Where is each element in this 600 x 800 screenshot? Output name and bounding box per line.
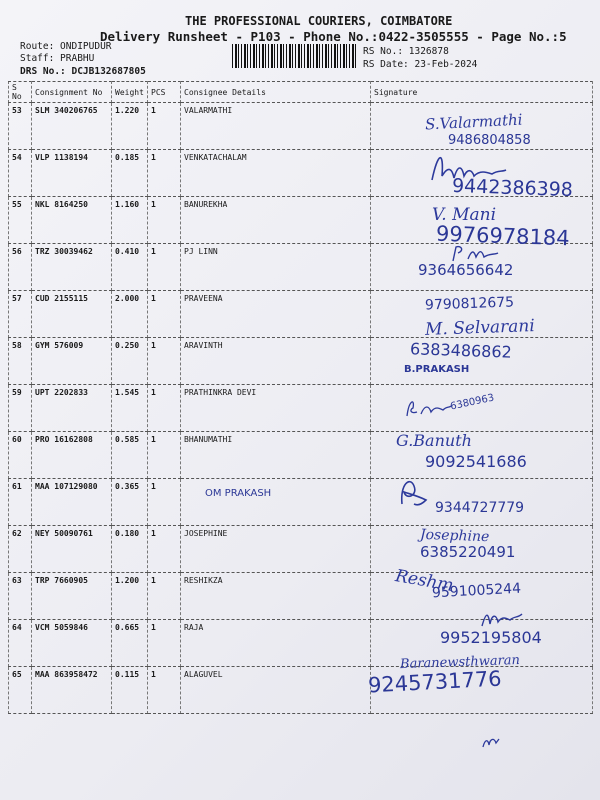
col-signature: Signature bbox=[371, 82, 593, 103]
row-pcs: 1 bbox=[148, 338, 181, 385]
table-row bbox=[9, 667, 593, 714]
row-pcs: 1 bbox=[148, 103, 181, 150]
row-consignment: TRP 7660905 bbox=[32, 573, 112, 620]
row-weight: 0.250 bbox=[112, 338, 148, 385]
sheet-title: THE PROFESSIONAL COURIERS, COIMBATORE bbox=[185, 14, 453, 28]
row-weight: 0.180 bbox=[112, 526, 148, 573]
drs-number: DRS No.: DCJB132687805 bbox=[20, 66, 146, 77]
row-weight: 0.185 bbox=[112, 150, 148, 197]
row-consignee: BANUREKHA bbox=[181, 197, 371, 244]
row-pcs: 1 bbox=[148, 197, 181, 244]
col-sno: S No bbox=[9, 82, 32, 103]
barcode bbox=[232, 44, 356, 68]
row-pcs: 1 bbox=[148, 150, 181, 197]
signature-s53-phone: 9486804858 bbox=[448, 133, 531, 148]
row-weight: 1.220 bbox=[112, 103, 148, 150]
signature-s57-phone: 9790812675 bbox=[424, 294, 515, 314]
row-sno: 57 bbox=[9, 291, 32, 338]
signature-s62-phone: 6385220491 bbox=[420, 543, 516, 561]
row-sno: 62 bbox=[9, 526, 32, 573]
row-consignment: UPT 2202833 bbox=[32, 385, 112, 432]
row-pcs: 1 bbox=[148, 526, 181, 573]
row-sno: 53 bbox=[9, 103, 32, 150]
signature-s63-phone: 9591005244 bbox=[431, 580, 522, 602]
row-sno: 59 bbox=[9, 385, 32, 432]
row-consignment: VCM 5059846 bbox=[32, 620, 112, 667]
row-consignment: SLM 340206765 bbox=[32, 103, 112, 150]
row-consignee: RAJA bbox=[181, 620, 371, 667]
row-consignee: VENKATACHALAM bbox=[181, 150, 371, 197]
row-weight: 1.160 bbox=[112, 197, 148, 244]
row-pcs: 1 bbox=[148, 432, 181, 479]
row-consignee: PRATHINKRA DEVI bbox=[181, 385, 371, 432]
signature-s55-phone: 9976978184 bbox=[435, 221, 570, 251]
row-consignment: MAA 863958472 bbox=[32, 667, 112, 714]
row-weight: 0.585 bbox=[112, 432, 148, 479]
signature-s59-scribble bbox=[403, 394, 453, 420]
row-pcs: 1 bbox=[148, 291, 181, 338]
col-consignment: Consignment No bbox=[32, 82, 112, 103]
row-consignee: ARAVINTH bbox=[181, 338, 371, 385]
row-consignment: GYM 576009 bbox=[32, 338, 112, 385]
row-consignee: ALAGUVEL bbox=[181, 667, 371, 714]
row-consignee: VALARMATHI bbox=[181, 103, 371, 150]
col-consignee: Consignee Details bbox=[181, 82, 371, 103]
signature-s57-name: M. Selvarani bbox=[424, 316, 536, 340]
row-consignment: VLP 1138194 bbox=[32, 150, 112, 197]
sheet-subtitle: Delivery Runsheet - P103 - Phone No.:0422-3505555 - Page No.:5 bbox=[100, 29, 567, 44]
rs-number: RS No.: 1326878 bbox=[363, 46, 449, 57]
signature-s56-phone: 9364656642 bbox=[418, 261, 514, 279]
row-consignment: CUD 2155115 bbox=[32, 291, 112, 338]
signature-s64-phone: 9952195804 bbox=[440, 628, 542, 647]
row-sno: 56 bbox=[9, 244, 32, 291]
handwritten-om-prakash: OM PRAKASH bbox=[205, 488, 272, 499]
row-consignee: JOSEPHINE bbox=[181, 526, 371, 573]
row-consignment: NEY 50090761 bbox=[32, 526, 112, 573]
initials-mark bbox=[480, 735, 502, 753]
row-pcs: 1 bbox=[148, 620, 181, 667]
row-weight: 0.365 bbox=[112, 479, 148, 526]
row-consignee: PRAVEENA bbox=[181, 291, 371, 338]
row-pcs: 1 bbox=[148, 385, 181, 432]
row-consignment: MAA 107129080 bbox=[32, 479, 112, 526]
row-pcs: 1 bbox=[148, 479, 181, 526]
row-sno: 58 bbox=[9, 338, 32, 385]
signature-s61-phone: 9344727779 bbox=[435, 500, 525, 516]
row-sno: 65 bbox=[9, 667, 32, 714]
signature-s61-scribble bbox=[396, 474, 436, 510]
signature-s58-name: B.PRAKASH bbox=[404, 364, 470, 375]
signature-s62-name: Josephine bbox=[419, 526, 490, 546]
signature-s63-name: Reshm bbox=[393, 566, 455, 596]
row-sno: 63 bbox=[9, 573, 32, 620]
signature-s65-name: Baranewsthwaran bbox=[399, 652, 521, 673]
signature-s59-phone: 6380963 bbox=[449, 392, 496, 413]
row-sno: 55 bbox=[9, 197, 32, 244]
col-weight: Weight bbox=[112, 82, 148, 103]
row-weight: 0.115 bbox=[112, 667, 148, 714]
row-weight: 2.000 bbox=[112, 291, 148, 338]
signature-s65-phone: 9245731776 bbox=[367, 666, 503, 698]
row-pcs: 1 bbox=[148, 244, 181, 291]
row-sno: 60 bbox=[9, 432, 32, 479]
signature-s58-phone: 6383486862 bbox=[409, 339, 513, 362]
table-header-row bbox=[9, 82, 593, 103]
row-consignee: RESHIKZA bbox=[181, 573, 371, 620]
row-sno: 61 bbox=[9, 479, 32, 526]
table-row bbox=[9, 385, 593, 432]
signature-s54-phone: 9442386398 bbox=[451, 174, 574, 202]
row-pcs: 1 bbox=[148, 667, 181, 714]
row-consignment: TRZ 30039462 bbox=[32, 244, 112, 291]
signature-s53-name: S.Valarmathi bbox=[424, 110, 523, 134]
col-pcs: PCS bbox=[148, 82, 181, 103]
signature-s60-phone: 9092541686 bbox=[425, 452, 527, 471]
row-consignment: NKL 8164250 bbox=[32, 197, 112, 244]
row-sno: 64 bbox=[9, 620, 32, 667]
row-weight: 0.665 bbox=[112, 620, 148, 667]
row-consignee: PJ LINN bbox=[181, 244, 371, 291]
row-weight: 1.545 bbox=[112, 385, 148, 432]
row-sno: 54 bbox=[9, 150, 32, 197]
rs-date: RS Date: 23-Feb-2024 bbox=[363, 59, 478, 70]
signature-s55-name: V. Mani bbox=[432, 205, 497, 225]
row-pcs: 1 bbox=[148, 573, 181, 620]
row-weight: 0.410 bbox=[112, 244, 148, 291]
row-consignment: PRO 16162808 bbox=[32, 432, 112, 479]
signature-s60-name: G.Banuth bbox=[396, 431, 472, 450]
route-label: Route: ONDIPUDUR bbox=[20, 41, 112, 52]
staff-label: Staff: PRABHU bbox=[20, 53, 95, 64]
row-weight: 1.200 bbox=[112, 573, 148, 620]
row-consignee: BHANUMATHI bbox=[181, 432, 371, 479]
row-consignee bbox=[181, 479, 371, 526]
